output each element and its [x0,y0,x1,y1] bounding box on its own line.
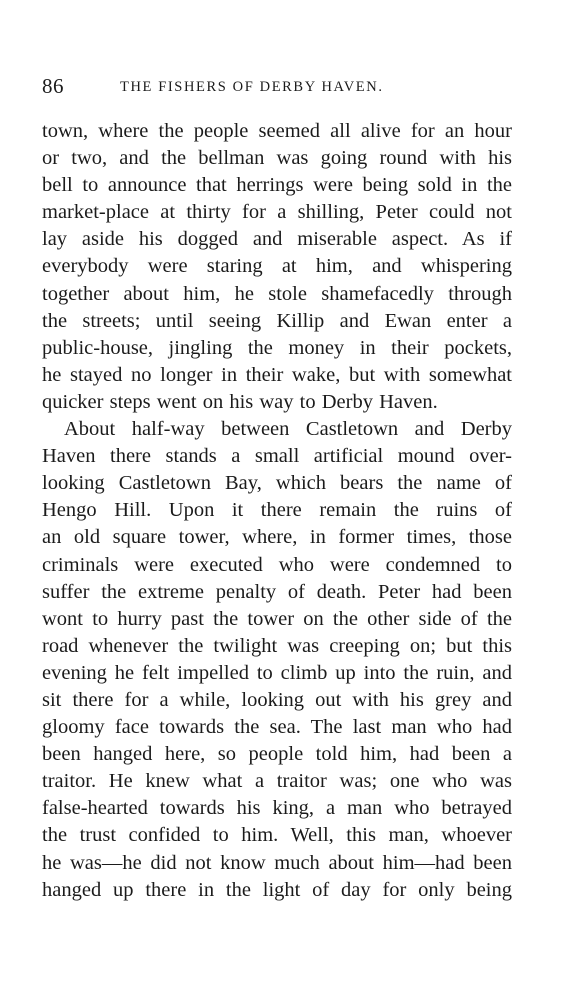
text-line: or two, and the bellman was going round with his [42,147,512,170]
text-line: lay aside his dogged and miserable aspect. As if [42,228,512,251]
text-line: traitor. He knew what a traitor was; one who was [42,770,512,793]
text-line: the streets; until seeing Killip and Ewan enter a [42,309,512,332]
text-line: suffer the extreme penalty of death. Peter had been [42,580,512,603]
text-line: criminals were executed who were condemned to [42,553,512,576]
text-line: sit there for a while, looking out with his grey and [42,688,512,711]
paragraph-2 [42,416,512,904]
page-header [42,74,542,102]
text-line: public-house, jingling the money in their pockets, [42,336,512,359]
text-line: hanged up there in the light of day for only being [42,878,512,901]
text-line: evening he felt impelled to climb up into the ruin, and [42,661,512,684]
text-line: wont to hurry past the tower on the other side of the [42,607,512,630]
text-line: looking Castletown Bay, which bears the name of [42,472,512,495]
text-line: bell to announce that herrings were being sold in the [42,174,512,197]
text-line: town, where the people seemed all alive for an hour [42,120,512,142]
text-line: Hengo Hill. Upon it there remain the ruins of [42,499,512,522]
text-line: the trust confided to him. Well, this man, whoever [42,824,512,847]
text-line: gloomy face towards the sea. The last man who had [42,716,512,739]
text-line: road whenever the twilight was creeping on; but this [42,634,512,657]
paragraph-1 [42,118,512,416]
text-line: been hanged here, so people told him, had been a [42,743,512,766]
text-line: everybody were staring at him, and whispering [42,255,512,278]
text-line: false-hearted towards his king, a man who betrayed [42,797,512,820]
text-line: he stayed no longer in their wake, but with somewhat [42,363,512,386]
page-number: 86 [42,74,64,98]
text-line: together about him, he stole shamefacedly through [42,282,512,305]
running-title: THE FISHERS OF DERBY HAVEN. [120,79,384,95]
body-text [42,118,512,904]
text-line: About half-way between Castletown and Derby [64,418,512,441]
text-line: an old square tower, where, in former times, those [42,526,512,549]
text-line: market-place at thirty for a shilling, Peter could not [42,201,512,224]
text-line: he was—he did not know much about him—had been [42,851,512,874]
text-line: quicker steps went on his way to Derby Haven. [42,390,438,413]
text-line: Haven there stands a small artificial mound over- [42,445,512,468]
